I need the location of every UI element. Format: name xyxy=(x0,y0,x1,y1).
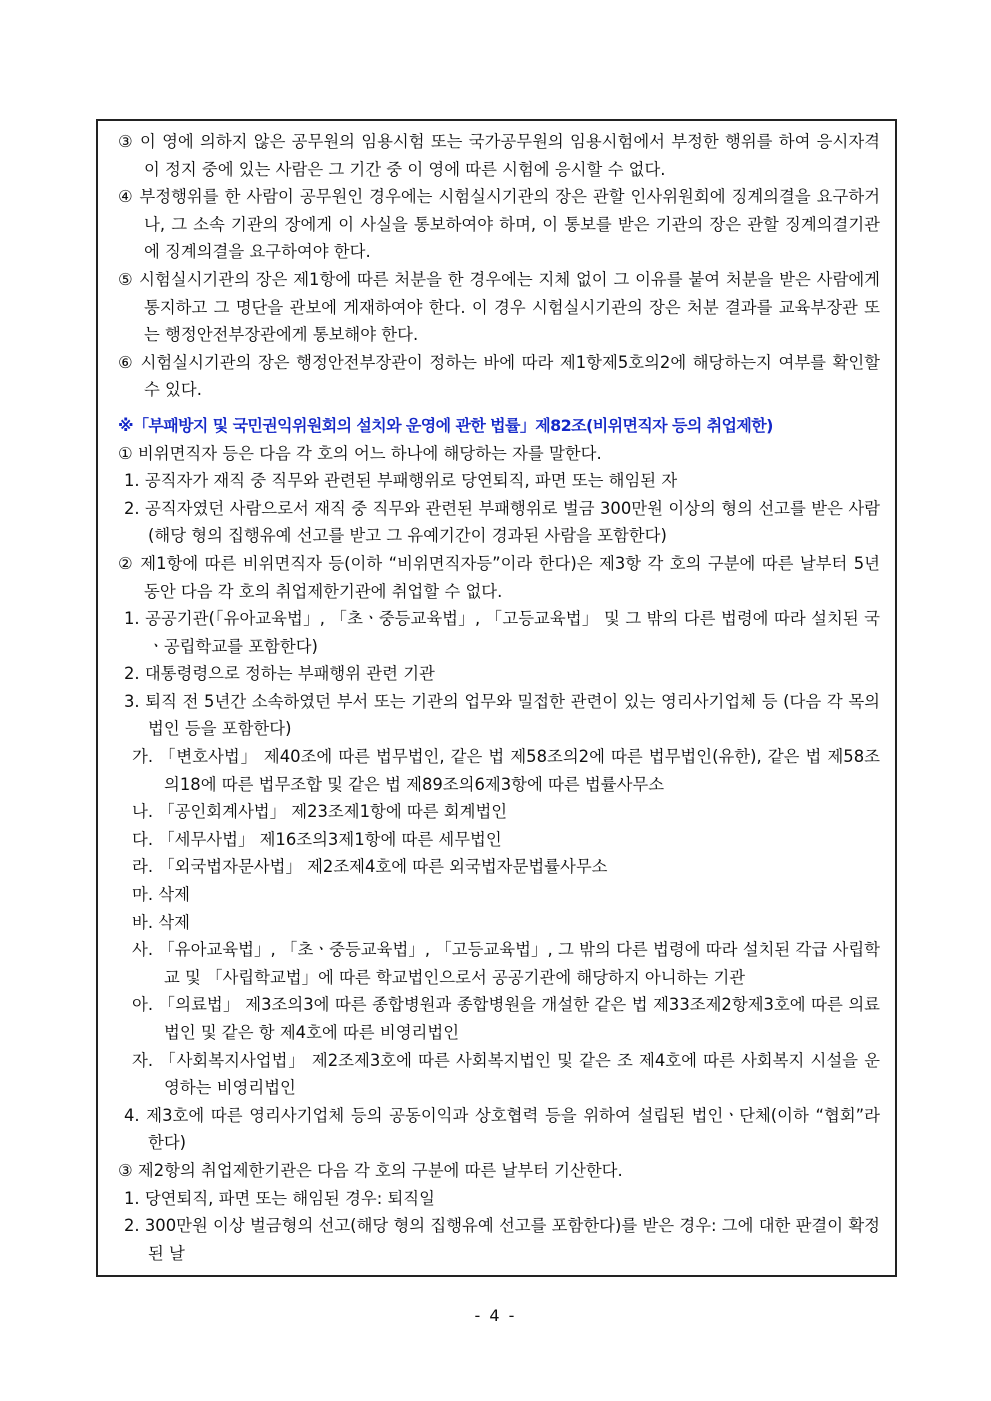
page-number: - 4 - xyxy=(474,1306,517,1325)
clause-2-item-1: 1. 공공기관(「유아교육법」, 「초ㆍ중등교육법」, 「고등교육법」 및 그 밖의 다른 법령에 따라 설치된 국ㆍ공립학교를 포함한다) xyxy=(124,609,880,656)
sub-item-a: 아. 「의료법」 제3조의3에 따른 종합병원과 종합병원을 개설한 같은 법 제33조제2항제3호에 따른 의료법인 및 같은 항 제4호에 따른 비영리법인 xyxy=(132,995,880,1042)
sub-item-sa: 사. 「유아교육법」, 「초ㆍ중등교육법」, 「고등교육법」, 그 밖의 다른 법령에 따라 설치된 각급 사립학교 및 「사립학교법」에 따른 학교법인으로서 공공기관에 해당하지 아니하는 기관 xyxy=(132,940,880,987)
paragraph-5: ⑤ 시험실시기관의 장은 제1항에 따른 처분을 한 경우에는 지체 없이 그 이유를 붙여 처분을 받은 사람에게 통지하고 그 명단을 관보에 게재하여야 한다. 이 경우 시험실시기관의 장은 처분 결과를 교육부장관 또는 행정안전부장관에게 통보해야 한다. xyxy=(118,269,880,345)
clause-3-item-2: 2. 300만원 이상 벌금형의 선고(해당 형의 집행유예 선고를 포함한다)를 받은 경우: 그에 대한 판결이 확정된 날 xyxy=(124,1216,880,1263)
sub-item-ma: 마. 삭제 xyxy=(132,885,190,905)
sub-item-ba: 바. 삭제 xyxy=(132,912,190,932)
sub-item-ja: 자. 「사회복지사업법」 제2조제3호에 따른 사회복지법인 및 같은 조 제4호에 따른 사회복지 시설을 운영하는 비영리법인 xyxy=(132,1050,880,1098)
clause-2-item-3: 3. 퇴직 전 5년간 소속하였던 부서 또는 기관의 업무와 밀접한 관련이 있는 영리사기업체 등 (다음 각 목의 법인 등을 포함한다) xyxy=(124,691,880,739)
section-heading: ※「부패방지 및 국민권익위원회의 설치와 운영에 관한 법률」제82조(비위면직자 등의 취업제한) xyxy=(118,415,773,435)
clause-2: ② 제1항에 따른 비위면직자 등(이하 “비위면직자등”이라 한다)은 제3항 각 호의 구분에 따른 날부터 5년 동안 다음 각 호의 취업제한기관에 취업할 수 없다. xyxy=(118,553,880,601)
sub-item-ga: 가. 「변호사법」 제40조에 따른 법무법인, 같은 법 제58조의2에 따른 법무법인(유한), 같은 법 제58조의18에 따른 법무조합 및 같은 법 제89조의6제3항에 따른 법률사무소 xyxy=(132,747,880,794)
sub-item-na: 나. 「공인회계사법」 제23조제1항에 따른 회계법인 xyxy=(132,802,508,822)
clause-2-item-4: 4. 제3호에 따른 영리사기업체 등의 공동이익과 상호협력 등을 위하여 설립된 법인ㆍ단체(이하 “협회”라 한다) xyxy=(124,1105,880,1153)
paragraph-6: ⑥ 시험실시기관의 장은 행정안전부장관이 정하는 바에 따라 제1항제5호의2에 해당하는지 여부를 확인할 수 있다. xyxy=(118,352,880,400)
paragraph-3: ③ 이 영에 의하지 않은 공무원의 임용시험 또는 국가공무원의 임용시험에서 부정한 행위를 하여 응시자격이 정지 중에 있는 사람은 그 기간 중 이 영에 따른 시험에 응시할 수 없다. xyxy=(118,132,880,179)
document-body xyxy=(118,128,880,1267)
clause-1: ① 비위면직자 등은 다음 각 호의 어느 하나에 해당하는 자를 말한다. xyxy=(118,443,602,463)
clause-2-item-2: 2. 대통령령으로 정하는 부패행위 관련 기관 xyxy=(124,664,435,684)
clause-1-item-2: 2. 공직자였던 사람으로서 재직 중 직무와 관련된 부패행위로 벌금 300만원 이상의 형의 선고를 받은 사람(해당 형의 집행유예 선고를 받고 그 유예기간이 경과된 사람을 포함한다) xyxy=(124,498,880,546)
clause-3: ③ 제2항의 취업제한기관은 다음 각 호의 구분에 따른 날부터 기산한다. xyxy=(118,1160,623,1180)
paragraph-4: ④ 부정행위를 한 사람이 공무원인 경우에는 시험실시기관의 장은 관할 인사위원회에 징계의결을 요구하거나, 그 소속 기관의 장에게 이 사실을 통보하여야 하며, 이 통보를 받은 기관의 장은 관할 징계의결기관에 징계의결을 요구하여야 한다. xyxy=(118,187,880,262)
sub-item-da: 다. 「세무사법」 제16조의3제1항에 따른 세무법인 xyxy=(132,829,502,849)
sub-item-ra: 라. 「외국법자문사법」 제2조제4호에 따른 외국법자문법률사무소 xyxy=(132,857,608,877)
clause-1-item-1: 1. 공직자가 재직 중 직무와 관련된 부패행위로 당연퇴직, 파면 또는 해임된 자 xyxy=(124,471,678,491)
clause-3-item-1: 1. 당연퇴직, 파면 또는 해임된 경우: 퇴직일 xyxy=(124,1188,435,1208)
